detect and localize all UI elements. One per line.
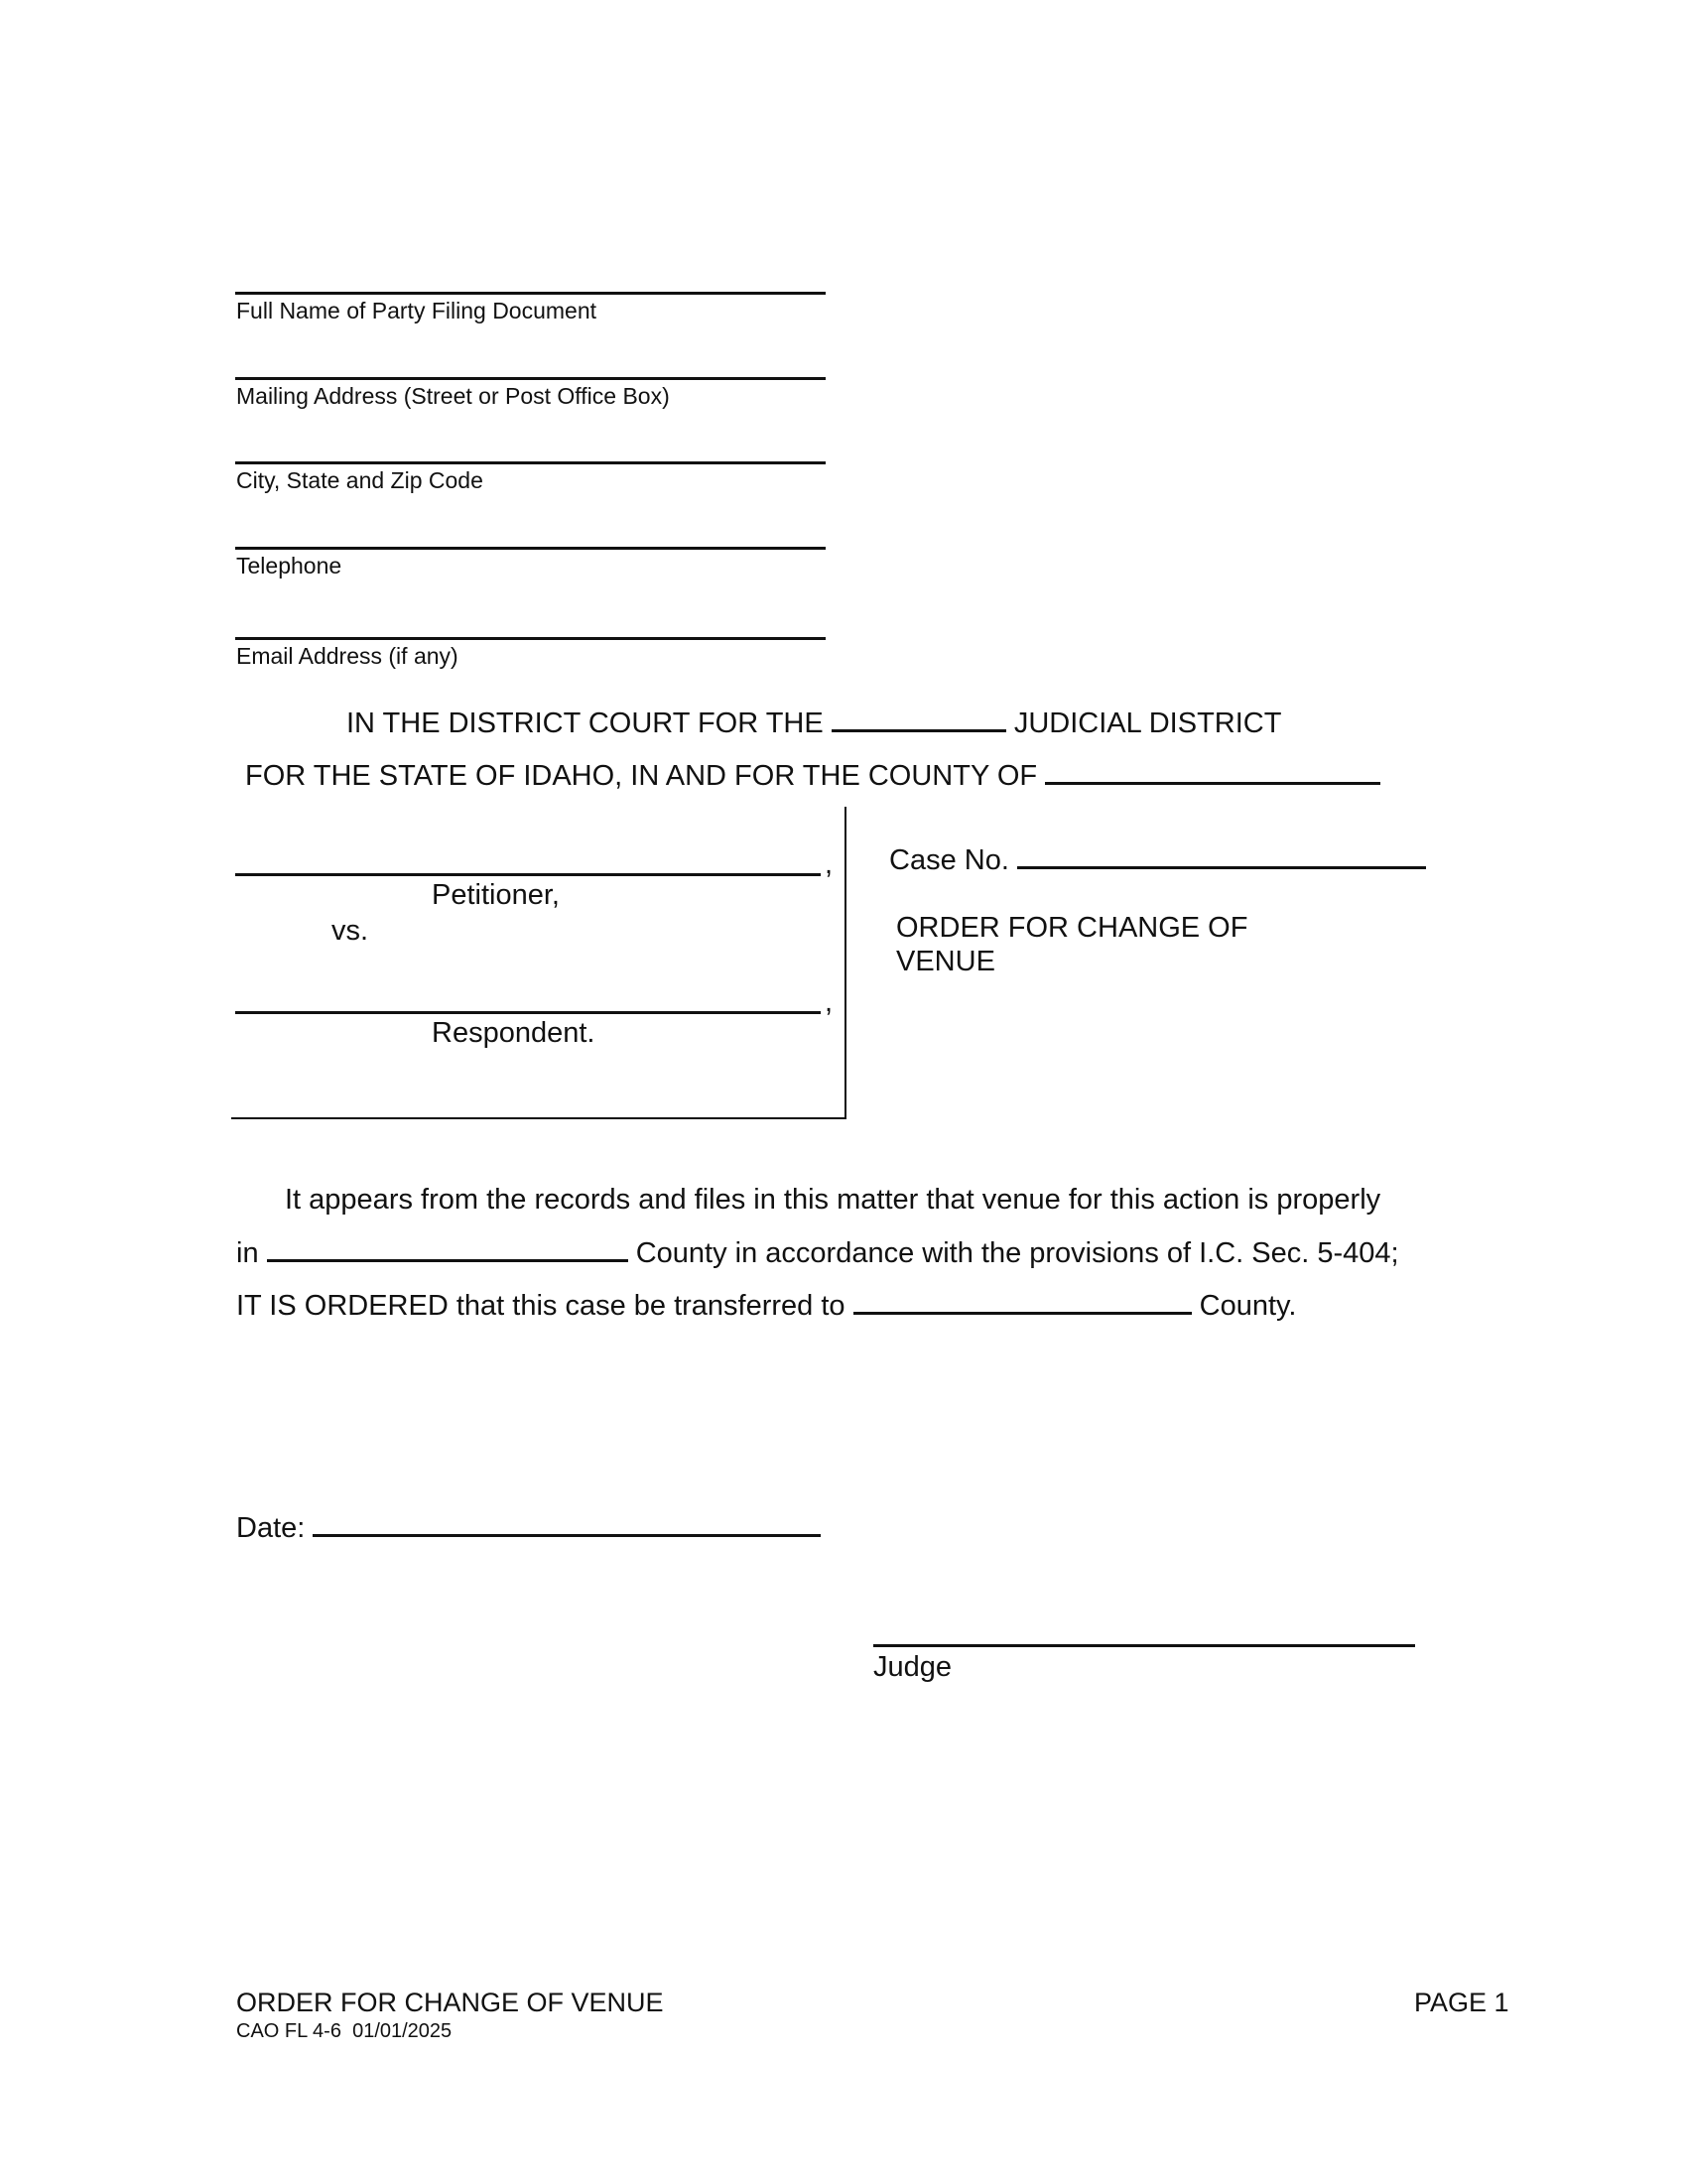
respondent-label: Respondent. [432,1017,595,1049]
document-title-line1: ORDER FOR CHANGE OF [896,912,1248,944]
date-row [236,1510,821,1545]
document-title-line2: VENUE [896,946,995,977]
court-header-line1-suffix: JUDICIAL DISTRICT [1013,707,1282,739]
email-line[interactable] [235,637,826,640]
court-header-line2 [245,758,1380,793]
body-line3-suffix: County. [1199,1290,1297,1322]
city-state-zip-line[interactable] [235,461,826,464]
mailing-address-label: Mailing Address (Street or Post Office Box) [236,383,670,409]
body-line3-prefix: IT IS ORDERED that this case be transferred to [236,1290,845,1322]
city-state-zip-label: City, State and Zip Code [236,467,483,493]
mailing-address-line[interactable] [235,377,826,380]
court-header-line1 [346,706,1281,740]
court-header-line1-prefix: IN THE DISTRICT COURT FOR THE [346,707,824,739]
case-number [889,842,1426,877]
body-line2 [236,1235,1399,1270]
email-label: Email Address (if any) [236,643,458,669]
date-label: Date: [236,1512,306,1544]
full-name-line[interactable] [235,292,826,295]
caption-vertical-divider [844,807,846,1118]
respondent-name-line[interactable] [235,1011,821,1014]
caption-bottom-rule [231,1117,846,1119]
telephone-label: Telephone [236,553,342,578]
transfer-county-blank[interactable] [853,1288,1192,1315]
county-of-blank[interactable] [1045,758,1380,785]
telephone-line[interactable] [235,547,826,550]
proper-venue-county-blank[interactable] [267,1235,628,1262]
full-name-label: Full Name of Party Filing Document [236,298,597,323]
footer-page-number: PAGE 1 [1414,1988,1509,2017]
vs-label: vs. [331,915,369,947]
case-no-blank[interactable] [1017,842,1426,869]
footer-form-code: CAO FL 4-6 01/01/2025 [236,2020,453,2042]
petitioner-label: Petitioner, [432,879,560,911]
petitioner-name-line[interactable] [235,873,821,876]
court-header-line2-prefix: FOR THE STATE OF IDAHO, IN AND FOR THE COUNTY OF [245,760,1038,792]
judge-label: Judge [873,1651,953,1683]
body-line3 [236,1288,1296,1323]
judge-signature-line[interactable] [873,1644,1415,1647]
petitioner-comma: , [825,848,834,880]
document-title [896,911,1247,978]
footer-title: ORDER FOR CHANGE OF VENUE [236,1988,664,2017]
judicial-district-blank[interactable] [832,706,1006,732]
case-no-label: Case No. [889,844,1009,876]
body-line2-suffix: County in accordance with the provisions of I.C. Sec. 5-404; [635,1237,1399,1269]
body-line1: It appears from the records and files in this matter that venue for this action is properly [285,1184,1381,1216]
body-line2-prefix: in [236,1237,259,1269]
respondent-comma: , [825,986,834,1018]
date-blank[interactable] [313,1510,821,1537]
